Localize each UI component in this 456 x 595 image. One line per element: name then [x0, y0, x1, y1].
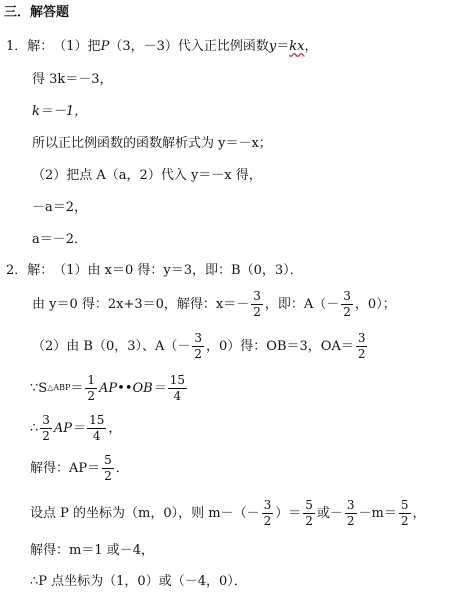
q2-line-8: 解得：m＝1 或－4， — [30, 543, 155, 558]
fraction-den: 2 — [305, 513, 313, 528]
q1-var-kx: kx — [289, 39, 305, 54]
q1-line-3: k＝－1， — [32, 104, 88, 119]
fraction-num: 1 — [87, 372, 96, 387]
q2-line-4 — [30, 372, 189, 404]
area-subscript: △ABP — [47, 383, 71, 392]
q2-line-9: ∴P 点坐标为（1，0）或（－4，0）． — [30, 574, 247, 589]
q1-text: （1）把 — [53, 39, 101, 54]
q1-line-7: a＝－2． — [32, 232, 88, 247]
fraction-num: 15 — [89, 412, 105, 427]
q1-point-p: P — [100, 39, 110, 54]
fraction — [399, 499, 411, 527]
q2-text: AP＝ — [53, 420, 86, 436]
q1-comma: ， — [304, 39, 318, 54]
fraction — [85, 374, 97, 402]
fraction-den: 2 — [194, 346, 203, 361]
fraction-den: 2 — [42, 428, 50, 443]
q2-text: （1）由 x＝0 得：y＝3，即：B（0，3）． — [53, 263, 303, 278]
q2-line-6 — [30, 452, 129, 484]
q2-text: ， — [412, 505, 426, 521]
q2-line-7 — [30, 497, 426, 529]
fraction-den: 2 — [104, 468, 112, 483]
fraction-den: 2 — [400, 513, 409, 528]
q1-line-1 — [6, 40, 317, 53]
fraction-num: 3 — [194, 330, 203, 345]
fraction-num: 5 — [305, 497, 313, 512]
fraction-den: 4 — [92, 428, 101, 443]
q2-text: ， — [108, 420, 122, 436]
q1-eq: ＝ — [276, 39, 290, 54]
q2-line-3 — [32, 330, 369, 362]
section-heading: 三．解答题 — [4, 5, 70, 20]
fraction-den: 2 — [343, 304, 351, 319]
q2-line-1 — [6, 264, 303, 277]
fraction-den: 4 — [173, 388, 182, 403]
fraction — [102, 454, 114, 482]
q2-text: 解得：AP＝ — [30, 460, 101, 476]
fraction-num: 15 — [169, 372, 186, 387]
fraction-num: 3 — [343, 288, 351, 303]
fraction — [345, 499, 357, 527]
q2-text: ，0）； — [354, 296, 396, 312]
q1-var-y: y — [268, 39, 277, 54]
fraction-num: 3 — [42, 412, 50, 427]
q2-line-2 — [32, 288, 396, 320]
fraction-den: 2 — [346, 513, 355, 528]
q2-text: ）＝ — [275, 505, 302, 521]
fraction — [40, 414, 52, 442]
q2-text: ． — [115, 460, 129, 476]
q2-text: AP••OB＝ — [99, 380, 166, 396]
fraction-den: 2 — [253, 304, 261, 319]
fraction-num: 3 — [263, 497, 272, 512]
fraction — [251, 290, 263, 318]
q1-line-4: 所以正比例函数的函数解析式为 y＝－x； — [32, 136, 272, 151]
q1-line-2: 得 3k＝－3， — [32, 72, 113, 87]
q2-line-5 — [30, 412, 121, 444]
fraction-den: 2 — [357, 346, 366, 361]
fraction — [303, 499, 315, 527]
fraction-num: 3 — [346, 497, 355, 512]
fraction — [192, 332, 204, 360]
fraction — [87, 414, 106, 442]
q2-text: 由 y＝0 得：2x+3＝0，解得：x＝－ — [32, 296, 250, 312]
fraction-num: 3 — [357, 330, 366, 345]
q2-text: ∵S — [30, 380, 48, 396]
q1-text: （3，－3）代入正比例函数 — [109, 39, 269, 54]
fraction-den: 2 — [87, 388, 96, 403]
fraction — [262, 499, 274, 527]
q2-text: 或－ — [316, 505, 343, 521]
q2-text: ，0）得：OB＝3，OA＝ — [206, 338, 354, 354]
fraction — [341, 290, 353, 318]
fraction — [356, 332, 368, 360]
fraction-num: 5 — [104, 452, 112, 467]
q2-text: －m＝ — [358, 505, 397, 521]
fraction-num: 5 — [400, 497, 409, 512]
fraction-den: 2 — [263, 513, 272, 528]
q1-label: 1．解： — [6, 39, 54, 54]
q2-text: ＝ — [70, 380, 84, 396]
q2-text: （2）由 B（0，3）、A（－ — [32, 338, 191, 354]
q1-line-6: －a＝2， — [32, 200, 88, 215]
fraction — [168, 374, 187, 402]
q2-text: ∴ — [30, 420, 39, 436]
q2-label: 2．解： — [6, 263, 54, 278]
q2-text: 设点 P 的坐标为（m，0），则 m－（－ — [30, 505, 260, 521]
fraction-num: 3 — [253, 288, 261, 303]
q2-text: ，即：A（－ — [264, 296, 340, 312]
q1-line-5: （2）把点 A（a，2）代入 y＝－x 得， — [32, 168, 262, 183]
